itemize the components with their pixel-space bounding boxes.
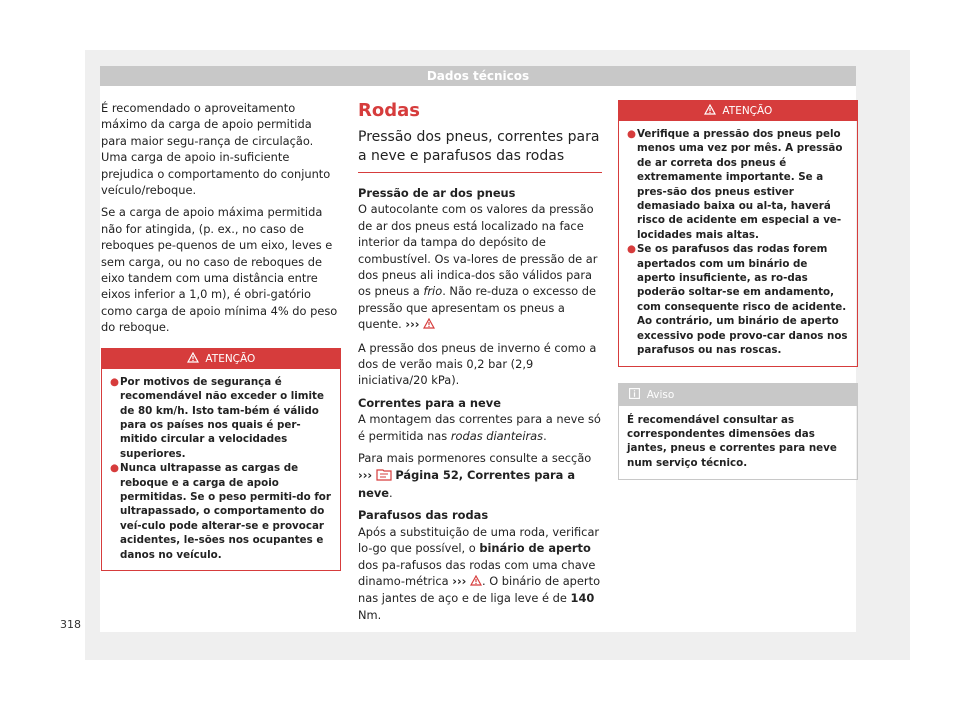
paragraph: O autocolante com os valores da pressão de ar dos pneus está localizado na face interior da tampa do depósito de combustível. Os va-lores de pressão de ar dos pneus ali indica-dos são válidos para os pneus a frio. Não re-duza o excesso de pressão que apresentam os pneus a quente. ››› xyxy=(358,201,602,333)
warning-item: ● Se os parafusos das rodas forem apertados com um binário de aperto insuficiente, as ro-das poderão soltar-se em andamento, com consequente risco de acidente. Ao contrário, um binário de aperto excessivo pode provo-car danos nos parafusos ou nas roscas. xyxy=(627,243,848,357)
paragraph: Após a substituição de uma roda, verificar lo-go que possível, o binário de aperto dos pa-rafusos das rodas com uma chave dinamo-métrica ››› . O binário de aperto nas jantes de aço e de liga leve é de 140 Nm. xyxy=(358,524,601,622)
warning-label: ATENÇÃO xyxy=(722,105,773,117)
book-reference-icon xyxy=(376,468,392,485)
paragraph: É recomendado o aproveitamento máximo da carga de apoio permitida para maior segu-rança de circulação. Uma carga de apoio in-suficiente prejudica o comportamento do conjunto veículo/reboque. xyxy=(101,101,331,198)
warning-header xyxy=(619,101,857,121)
section-header: Dados técnicos xyxy=(100,66,856,86)
warning-header xyxy=(102,349,340,369)
section-subtitle: Pressão dos pneus, correntes para a neve e parafusos das rodas xyxy=(358,128,602,173)
warning-label: ATENÇÃO xyxy=(205,352,256,365)
warning-triangle-icon xyxy=(470,574,482,590)
warning-box xyxy=(618,100,858,367)
subheading: Parafusos das rodas xyxy=(358,508,489,523)
warning-triangle-icon xyxy=(187,350,199,370)
warning-triangle-icon xyxy=(423,317,435,333)
warning-box xyxy=(101,348,341,571)
warning-item: ● Verifique a pressão dos pneus pelo menos uma vez por mês. A pressão de ar correta dos pneus é extremamente importante. Se a pres-são dos pneus estiver demasiado baixa ou al-ta, haverá risco de acidente em especial a ve-locidades mais altas. xyxy=(627,128,843,241)
warning-body xyxy=(102,369,340,570)
page-reference-link[interactable]: Página 52, Correntes para a neve xyxy=(358,467,576,500)
note-header xyxy=(619,384,857,406)
warning-item: ● Por motivos de segurança é recomendável não exceder o limite de 80 km/h. Isto tam-bém é válido para os países nos quais é per-mitido circular a velocidades superiores. xyxy=(110,375,324,460)
note-box xyxy=(618,383,858,481)
subheading: Pressão de ar dos pneus xyxy=(358,186,516,200)
note-body: É recomendável consultar as correspondentes dimensões das jantes, pneus e correntes para neve num serviço técnico. xyxy=(627,413,837,469)
column-right xyxy=(618,100,858,480)
paragraph: Para mais pormenores consulte a secção ››› Página 52, Correntes para a neve. xyxy=(358,451,592,500)
column-middle xyxy=(358,100,602,629)
warning-item: ● Nunca ultrapasse as cargas de reboque e a carga de apoio permitidas. Se o peso permiti-do for ultrapassado, o comportamento do veí-culo pode alterar-se e provocar acidentes, le-sões nos ocupantes e danos no veículo. xyxy=(110,462,331,561)
paragraph: A montagem das correntes para a neve só é permitida nas rodas dianteiras. xyxy=(358,412,601,443)
warning-triangle-icon xyxy=(704,102,716,122)
info-icon xyxy=(629,385,640,407)
subheading: Correntes para a neve xyxy=(358,395,501,410)
paragraph: Se a carga de apoio máxima permitida não for atingida, (p. ex., no caso de reboques pe-quenos de um eixo, leves e sem carga, ou no caso de reboques de eixo tandem com uma distância entre eixos inferior a 1,0 m), é obri-gatório como carga de apoio mínima 4% do peso do reboque. xyxy=(101,205,338,335)
page-number: 318 xyxy=(60,618,81,631)
section-title: Rodas xyxy=(358,100,420,121)
paragraph: A pressão dos pneus de inverno é como a dos de verão mais 0,2 bar (2,9 iniciativa/20 kPa). xyxy=(358,340,597,388)
column-left xyxy=(101,100,341,571)
warning-body xyxy=(619,121,857,366)
note-label: Aviso xyxy=(646,388,675,401)
